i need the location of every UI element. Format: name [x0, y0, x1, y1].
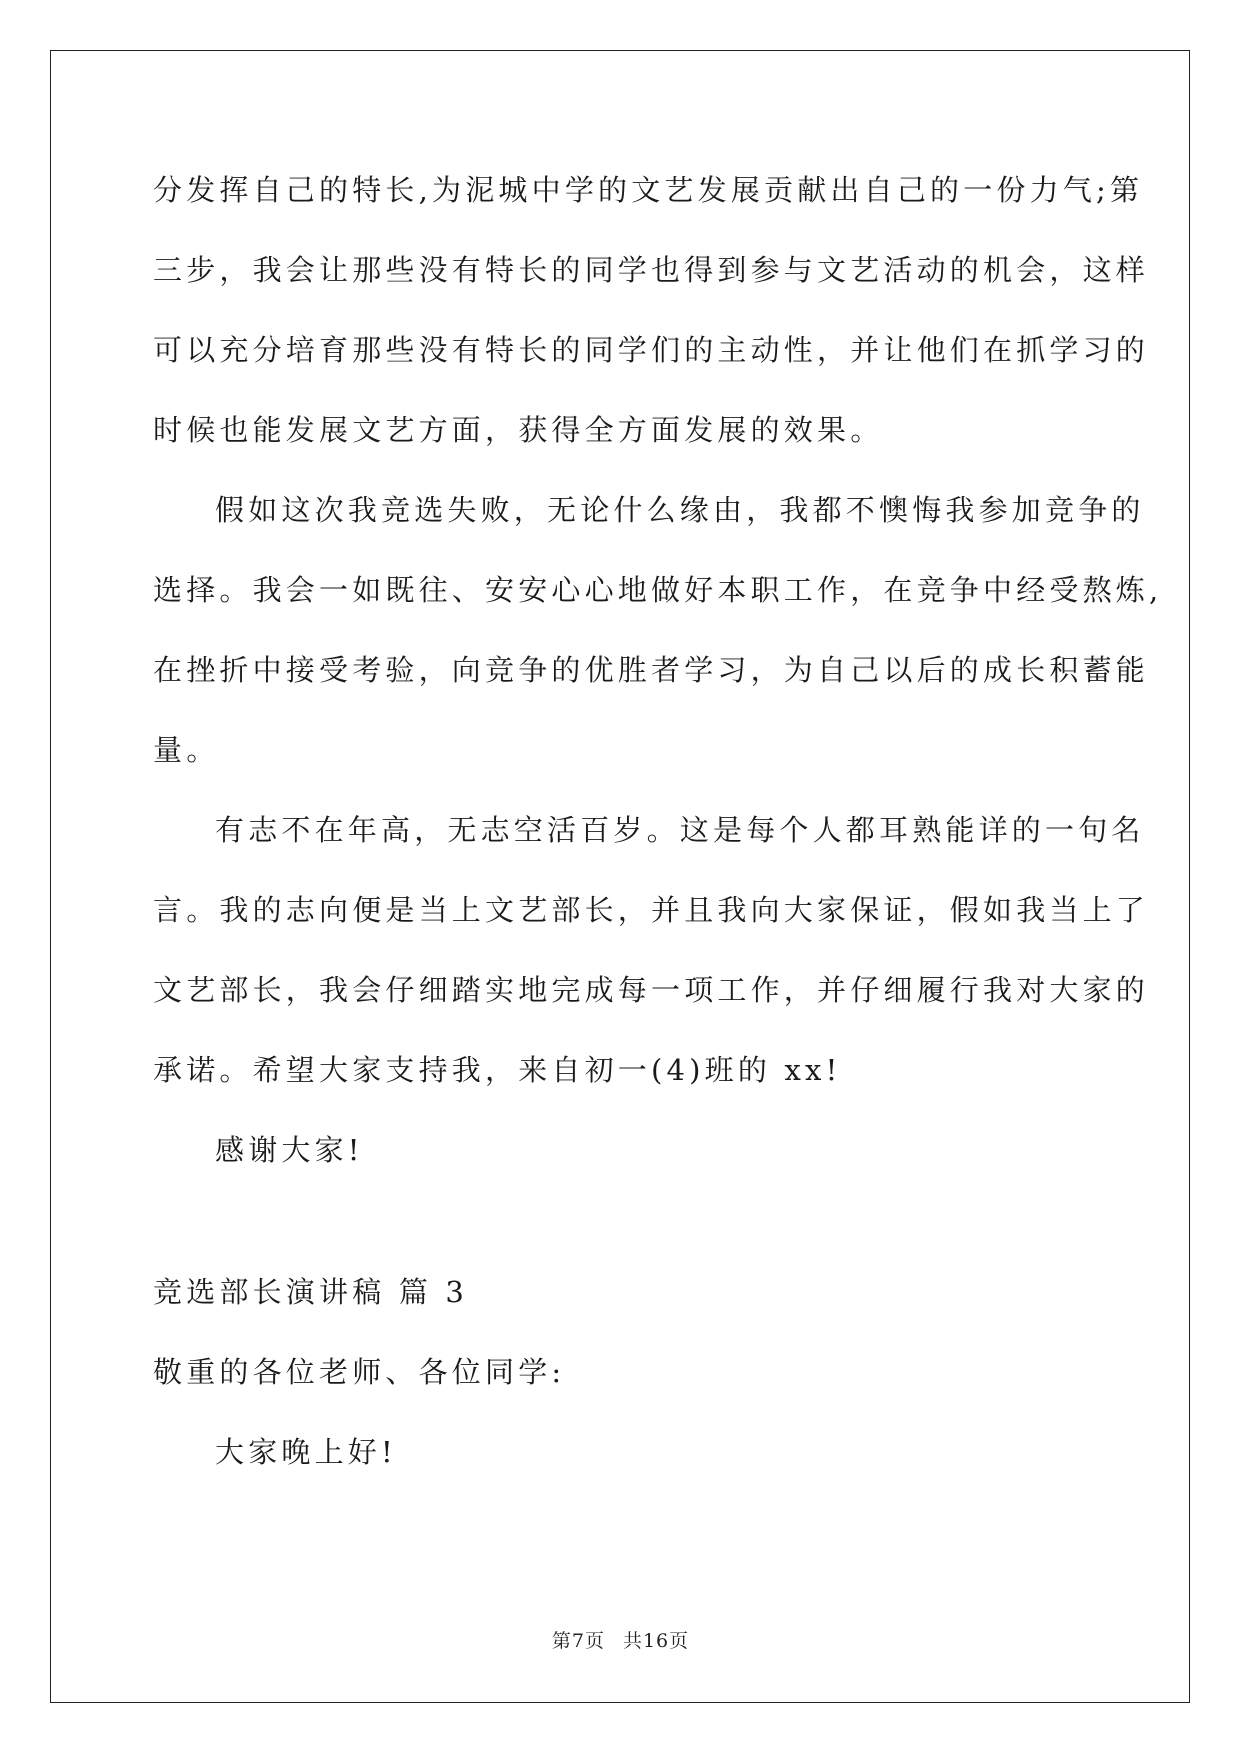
paragraph-line: 有志不在年高，无志空活百岁。这是每个人都耳熟能详的一句名 — [215, 813, 1145, 847]
page-total: 共16页 — [622, 1630, 690, 1652]
paragraph-line: 量。 — [153, 733, 220, 767]
paragraph-line: 分发挥自己的特长,为泥城中学的文艺发展贡献出自己的一份力气;第 — [153, 173, 1144, 207]
paragraph-line: 感谢大家! — [215, 1133, 364, 1167]
greeting-line: 大家晚上好! — [215, 1435, 397, 1469]
paragraph-line: 时候也能发展文艺方面，获得全方面发展的效果。 — [153, 413, 884, 447]
paragraph-line: 承诺。希望大家支持我，来自初一(4)班的 xx! — [153, 1053, 842, 1087]
page-footer — [0, 1626, 1241, 1653]
paragraph-line: 在挫折中接受考验，向竞争的优胜者学习，为自己以后的成长积蓄能 — [153, 653, 1150, 687]
paragraph-line: 可以充分培育那些没有特长的同学们的主动性，并让他们在抓学习的 — [153, 333, 1150, 367]
paragraph-line: 言。我的志向便是当上文艺部长，并且我向大家保证，假如我当上了 — [153, 893, 1150, 927]
paragraph-line: 文艺部长，我会仔细踏实地完成每一项工作，并仔细履行我对大家的 — [153, 973, 1150, 1007]
paragraph-line: 选择。我会一如既往、安安心心地做好本职工作，在竞争中经受熬炼, — [153, 573, 1163, 607]
paragraph-line: 假如这次我竞选失败，无论什么缘由，我都不懊悔我参加竞争的 — [215, 493, 1145, 527]
section-heading: 竞选部长演讲稿 篇 3 — [153, 1275, 469, 1309]
paragraph-line: 三步，我会让那些没有特长的同学也得到参与文艺活动的机会，这样 — [153, 253, 1150, 287]
page-number: 第7页 — [551, 1630, 605, 1652]
salutation-line: 敬重的各位老师、各位同学: — [153, 1355, 566, 1389]
